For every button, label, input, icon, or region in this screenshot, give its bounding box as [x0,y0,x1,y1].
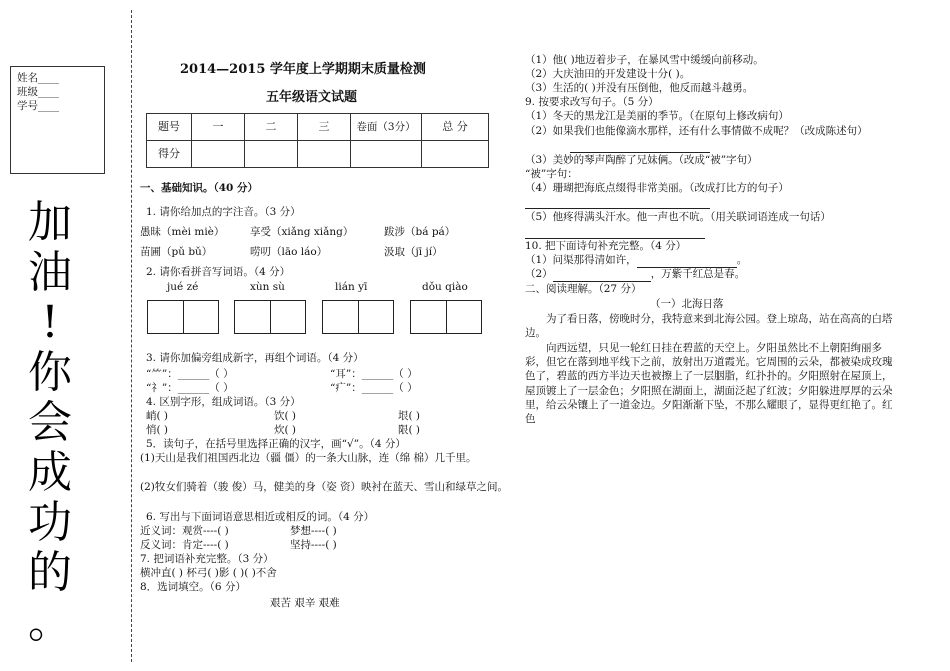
cheer-char: 你 [28,347,72,398]
q4-item: 峭( ) [146,410,169,422]
q1-item: 汲取（jī jí） [384,246,443,258]
q7-items: 横冲直( ) 杯弓( )影 ( )( )不舍 [140,567,277,579]
answer-line[interactable] [570,152,710,153]
q3-item: “⺮”：______（ ） [146,368,234,380]
class-field: 班级____ [17,86,59,98]
score-cell[interactable] [192,141,245,168]
section1-heading: 一、基础知识。（40 分） [140,182,259,194]
exam-subtitle: 五年级语文试题 [266,90,358,105]
writing-grid[interactable] [322,300,394,334]
q10-title: 10. 把下面诗句补充完整。（4 分） [525,240,687,252]
q4-item: 悄( ) [146,424,169,436]
exam-title: 2014—2015 学年度上学期期末质量检测 [180,62,426,77]
score-header-cell: 总 分 [422,114,489,141]
q1-title: 1. 请你给加点的字注音。（3 分） [146,206,301,218]
q5-sentence: (1)天山是我们祖国西北边（疆 僵）的一条大山脉，连（绵 棉）几千里。 [140,452,477,464]
answer-line[interactable] [525,238,705,239]
q3-title: 3. 请你加偏旁组成新字，再组个词语。（4 分） [146,352,364,364]
q8-title: 8．选词填空。（6 分） [140,581,246,593]
q10-line2 [525,268,745,282]
cheer-char: 功 [28,497,72,548]
reading-title: （一）北海日落 [650,298,724,310]
cheer-char: 油 [28,247,72,298]
name-field: 姓名____ [17,72,59,84]
q6-item: 反义词：肯定----( ) [140,539,229,551]
cheer-char: ! [41,297,59,348]
q6-item: 梦想----( ) [290,525,337,537]
q8-sentence: （2）大庆油田的开发建设十分( )。 [525,68,691,80]
q2-pinyin: lián yī [335,281,368,293]
answer-line[interactable] [525,208,710,209]
q9-sentence: （3）美妙的琴声陶醉了兄妹俩。（改成“被”字句） [525,154,758,166]
score-header-cell: 三 [298,114,351,141]
score-table [146,113,489,168]
q9-title: 9. 按要求改写句子。（5 分） [525,96,659,108]
answer-line[interactable] [637,254,737,268]
writing-grid[interactable] [147,300,219,334]
q9-sentence: （1）冬天的黑龙江是美丽的季节。（在原句上修改病句） [525,110,789,122]
cheer-char: 加 [28,197,72,248]
q10-text: （1）问渠那得清如许， [525,254,637,266]
score-header-cell: 题号 [147,114,192,141]
q9-sentence: （5）他疼得满头汗水。他一声也不吭。（用关联词语连成一句话） [525,211,831,223]
q10-text: ，万紫千红总是春。 [650,268,746,280]
q10-line1: （1）问渠那得清如许， 。 [525,254,748,266]
cheer-char: 会 [28,397,72,448]
q2-pinyin: xùn sù [250,281,285,293]
student-info-box [10,66,105,174]
cheer-char: 。 [28,597,72,648]
q8-word-choices: 艰苦 艰辛 艰难 [270,597,340,609]
q3-item: “耳”：______（ ） [330,368,418,380]
q6-item: 近义词：观赏----( ) [140,525,229,537]
q9-label: “被”字句： [525,168,578,180]
q1-item: 苗圃（pǔ bǔ） [140,246,213,258]
q5-sentence: (2)牧女们骑着（骏 俊）马，健美的身（姿 资）映衬在蓝天、雪山和绿草之间。 [140,481,509,493]
q6-title: 6. 写出与下面词语意思相近或相反的词。（4 分） [146,511,375,523]
q9-sentence: （2）如果我们也能像滴水那样，还有什么事情做不成呢？（改成陈述句） [525,125,868,137]
student-id-field: 学号____ [17,100,59,112]
cheer-text [20,198,80,648]
answer-line[interactable] [553,268,651,282]
writing-grid[interactable] [234,300,306,334]
cheer-char: 成 [28,447,72,498]
q2-pinyin: jué zé [167,281,199,293]
writing-grid[interactable] [410,300,482,334]
reading-paragraph: 向西远望，只见一轮红日挂在碧蓝的天空上。夕阳虽然比不上朝阳绚丽多彩，但它在落到地平线下之前，放射出万道霞光。它周围的云朵，都被染成玫瑰色了，碧蓝的西方半边天也被擦上了一层胭脂，红扑扑的。夕阳照射在屋顶上，屋顶镀上了一层金色；夕阳照在湖面上，湖面泛起了红波；夕阳躲进厚厚的云朵里，给云朵镶上了一道金边。夕阳渐渐下坠，不那么耀眼了，显得更红艳了。红色 [525,342,893,426]
q4-item: 饮( ) [274,410,297,422]
q1-item: 愚昧（mèi miè） [140,226,225,238]
score-cell[interactable] [422,141,489,168]
q7-title: 7. 把词语补充完整。（3 分） [140,553,274,565]
q3-item: “礻”：______（ ） [146,382,234,394]
q1-item: 跋涉（bá pá） [384,226,456,238]
score-cell[interactable] [351,141,422,168]
cheer-char: 的 [28,547,72,598]
q4-title: 4. 区别字形，组成词语。（3 分） [146,396,301,408]
q1-item: 享受（xiǎng xiǎng） [250,226,354,238]
q10-text: （2） [525,268,553,280]
q8-sentence: （3）生活的( )并没有压倒他，他反而越斗越勇。 [525,82,754,94]
q2-pinyin: dǒu qiào [422,281,468,293]
reading-paragraph: 为了看日落，傍晚时分，我特意来到北海公园。登上琼岛，站在高高的白塔边。 [525,313,893,340]
binding-dashed-line [131,10,132,662]
q8-sentence: （1）他( )地迈着步子，在暴风雪中缓缓向前移动。 [525,54,764,66]
q3-item: “疒”：______（ ） [330,382,418,394]
score-header-cell: 一 [192,114,245,141]
q2-title: 2. 请你看拼音写词语。（4 分） [146,266,291,278]
score-cell[interactable] [245,141,298,168]
score-cell[interactable] [298,141,351,168]
q4-item: 垠( ) [398,410,421,422]
section2-heading: 二、阅读理解。（27 分） [525,283,642,295]
score-row-label: 得分 [147,141,192,168]
q6-item: 坚持----( ) [290,539,337,551]
q4-item: 炊( ) [274,424,297,436]
q4-item: 限( ) [398,424,421,436]
score-header-cell: 二 [245,114,298,141]
q1-item: 唠叨（lāo láo） [250,246,328,258]
q9-sentence: （4）珊瑚把海底点缀得非常美丽。（改成打比方的句子） [525,182,789,194]
q5-title: 5．读句子，在括号里选择正确的汉字，画“√”。（4 分） [146,438,406,450]
score-header-cell: 卷面（3分） [351,114,422,141]
